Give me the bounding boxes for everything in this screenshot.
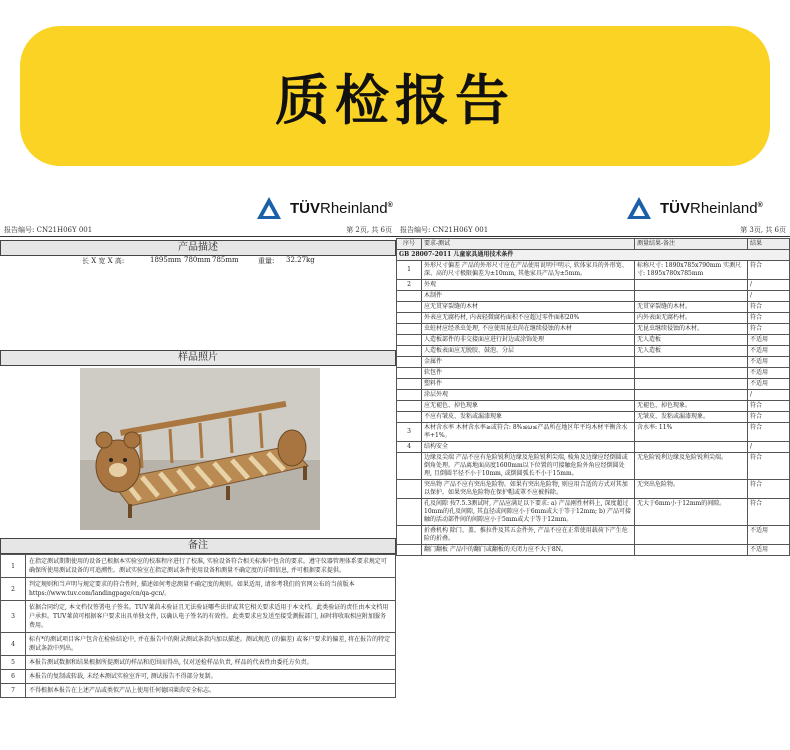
result-text (635, 280, 748, 291)
report-number: 报告编号: CN21H06Y 001 (4, 226, 93, 234)
banner-title: 质检报告 (275, 68, 515, 132)
verdict-text: / (748, 291, 790, 302)
result-row (397, 280, 790, 291)
requirement-text: 虫蛀材应经杀虫处理, 不应使用昆虫尚在继续侵蚀的木材 (422, 324, 635, 335)
verdict-text: 符合 (748, 499, 790, 526)
row-number (397, 346, 422, 357)
row-number (397, 412, 422, 423)
result-text: 无人造板 (635, 346, 748, 357)
col-result: 测量结果-备注 (635, 239, 748, 250)
logo-mark: ® (387, 201, 393, 209)
result-row (397, 390, 790, 401)
standard-title: GB 28007-2011 儿童家具通用技术条件 (397, 250, 790, 261)
row-number: 1 (397, 261, 422, 280)
result-text: 无危险锐利边缘及危险锐利尖端。 (635, 453, 748, 480)
requirement-text: 不应有皱皮、发粘或漏漆现象 (422, 412, 635, 423)
result-text (635, 379, 748, 390)
remark-row (1, 684, 396, 698)
verdict-text: 不适用 (748, 335, 790, 346)
result-text: 无昆虫继续侵蚀的木材。 (635, 324, 748, 335)
result-row (397, 423, 790, 442)
result-row (397, 324, 790, 335)
result-text: 无皱皮、发粘或漏漆现象。 (635, 412, 748, 423)
verdict-text: / (748, 280, 790, 291)
result-row (397, 346, 790, 357)
requirement-text: 金属件 (422, 357, 635, 368)
section-product-description: 产品描述 (0, 240, 396, 256)
remark-text: 依据合同约定, 本文档仅签署电子签名。TUV莱茵未验证且无法验证哪些法律或其它相关要求适用于本文档。此类验证的责任由本文档用户承担。TUV莱茵可根据客户要求出具单独文件, 以确认电子签名的有效性。此类要求应发送至接受测报部门, 届时将收取相应附加服务费用。 (26, 601, 396, 633)
requirement-text: 外观 (422, 280, 635, 291)
verdict-text: 不适用 (748, 357, 790, 368)
result-row (397, 291, 790, 302)
dim-width: 780mm (184, 256, 211, 264)
result-text: 内外表面无腐朽材。 (635, 313, 748, 324)
verdict-text: 符合 (748, 324, 790, 335)
report-number: 报告编号: CN21H06Y 001 (400, 226, 489, 234)
section-remarks: 备注 (0, 538, 396, 554)
col-no: 序号 (397, 239, 422, 250)
result-text (635, 368, 748, 379)
dims-label: 长 X 宽 X 高: (82, 257, 125, 265)
remark-number: 6 (1, 670, 26, 684)
row-number (397, 545, 422, 556)
row-number: 4 (397, 442, 422, 453)
section-sample-photo: 样品照片 (0, 350, 396, 366)
row-number: 3 (397, 423, 422, 442)
requirement-text: 软包件 (422, 368, 635, 379)
requirement-text: 折叠机构 除门、盖、推拉件及其五金件外, 产品不应在正常使用载荷下产生危险的折叠。 (422, 526, 635, 545)
logo-brand-bold: TÜV (290, 199, 320, 217)
row-number (397, 379, 422, 390)
result-text: 无贯穿裂缝的木材。 (635, 302, 748, 313)
remark-number: 1 (1, 555, 26, 578)
result-text (635, 545, 748, 556)
verdict-text: 不适用 (748, 545, 790, 556)
remark-number: 3 (1, 601, 26, 633)
remark-text: 本报告的复制或转载, 未经本测试实验室许可, 测试报告不得部分复制。 (26, 670, 396, 684)
row-number (397, 390, 422, 401)
remark-number: 4 (1, 633, 26, 656)
remark-number: 2 (1, 578, 26, 601)
requirement-text: 孔及间隙 按7.5.3测试时, 产品应满足以下要求: a) 产品刚性材料上, 深度超过10mm的孔及间隙, 其直径或间隙应小于6mm或大于等于12mm; b) 产品可接触的活动部件间的间隙应小于5mm或大于等于12mm。 (422, 499, 635, 526)
row-number (397, 324, 422, 335)
logo-brand-rest: Rheinland (690, 199, 758, 217)
verdict-text: 符合 (748, 423, 790, 442)
remark-text: 标有*的测试项目客户包含在检验结论中, 并在报告中的附录测试条款内加以描述。测试规范 (的偏差) 或客户要求的偏差, 将在报告的特定测试条款中列出。 (26, 633, 396, 656)
row-number (397, 453, 422, 480)
requirement-text: 翻门翻板 产品中的翻门或翻板的关闭力应不大于8N。 (422, 545, 635, 556)
result-text: 无突出危险物。 (635, 480, 748, 499)
remark-row (1, 670, 396, 684)
remark-number: 7 (1, 684, 26, 698)
page-number: 第 3页, 共 6页 (740, 226, 786, 234)
requirement-text: 应无褪色、掉色现象 (422, 401, 635, 412)
verdict-text: 符合 (748, 401, 790, 412)
requirement-text: 木材含水率 木材含水率≥或符合: 8%≤ω≤产品所在地区年平均木材平衡含水率+1%。 (422, 423, 635, 442)
col-requirement: 要求-测试 (422, 239, 635, 250)
result-row (397, 526, 790, 545)
requirement-text: 结构安全 (422, 442, 635, 453)
report-page-3 (396, 188, 790, 750)
result-row (397, 499, 790, 526)
remark-row (1, 633, 396, 656)
verdict-text: 符合 (748, 261, 790, 280)
wooden-bed-image (80, 368, 320, 530)
verdict-text: 符合 (748, 480, 790, 499)
tuv-logo (256, 196, 393, 220)
tuv-logo (626, 196, 763, 220)
tuv-triangle-icon (256, 196, 282, 220)
row-number (397, 291, 422, 302)
sample-photo (80, 368, 320, 530)
row-number (397, 499, 422, 526)
remark-row (1, 578, 396, 601)
result-row (397, 480, 790, 499)
requirement-text: 突出物 产品不应有突出危险物。如果有突出危险物, 则应用合适的方式对其加以保护。如果突出危险物在保护帽或罩不应被拆除。 (422, 480, 635, 499)
result-text (635, 291, 748, 302)
title-banner (20, 26, 770, 166)
weight-value: 32.27kg (286, 256, 315, 264)
requirement-text: 塑料件 (422, 379, 635, 390)
page-number: 第 2页, 共 6页 (346, 226, 392, 234)
result-row (397, 335, 790, 346)
row-number (397, 526, 422, 545)
verdict-text: 符合 (748, 302, 790, 313)
result-text: 标称尺寸: 1890x785x790mm 实测尺寸: 1895x780x785mm (635, 261, 748, 280)
result-row (397, 261, 790, 280)
result-text (635, 526, 748, 545)
requirement-text: 应无贯穿裂缝的木材 (422, 302, 635, 313)
verdict-text: / (748, 442, 790, 453)
result-row (397, 401, 790, 412)
report-page-2 (0, 188, 396, 750)
remarks-table (0, 554, 396, 698)
verdict-text: 不适用 (748, 346, 790, 357)
result-text: 无大于6mm小于12mm的间隙。 (635, 499, 748, 526)
remark-text: 判定规则和当声明与规定要求的符合性时, 描述如何考虑测量不确定度的规则。如果适用, 请参考我们的官网公布的当前版本 https://www.tuv.com/landingpage/cn/qa-gcn/。 (26, 578, 396, 601)
result-row (397, 313, 790, 324)
row-number (397, 368, 422, 379)
remark-row (1, 555, 396, 578)
remark-text: 不得根据本报告在上述产品或类似产品上使用任何德国莱茵安全标志。 (26, 684, 396, 698)
weight-label: 重量: (258, 257, 275, 265)
dim-length: 1895mm (150, 256, 182, 264)
result-text (635, 357, 748, 368)
result-row (397, 412, 790, 423)
remark-number: 5 (1, 656, 26, 670)
requirement-text: 木制件 (422, 291, 635, 302)
requirement-text: 外表应无腐朽材, 内表轻微腐朽面积不应超过零件面积20% (422, 313, 635, 324)
result-row (397, 357, 790, 368)
remark-row (1, 601, 396, 633)
row-number (397, 335, 422, 346)
result-row (397, 442, 790, 453)
row-number: 2 (397, 280, 422, 291)
result-text: 含水率: 11% (635, 423, 748, 442)
row-number (397, 480, 422, 499)
requirement-text: 涂层外观 (422, 390, 635, 401)
remark-row (1, 656, 396, 670)
verdict-text: 符合 (748, 412, 790, 423)
table-header-row (397, 239, 790, 250)
result-row (397, 453, 790, 480)
result-text (635, 390, 748, 401)
page-header (396, 222, 790, 237)
verdict-text: 不适用 (748, 526, 790, 545)
col-verdict: 结果 (748, 239, 790, 250)
verdict-text: 符合 (748, 453, 790, 480)
remark-text: 在指定测试期期使用的设备已根据本实验室的校准程序进行了校准, 实验设备符合相关标准中包含的要求。遵守仪器管理体系要求规定可确保所使用测试设备的可追溯性。测试实验室在指定测试条件使用设备和测量不确定度的详细信息, 并可根据要求提供。 (26, 555, 396, 578)
result-row (397, 379, 790, 390)
result-text: 无褪色、掉色现象。 (635, 401, 748, 412)
requirement-text: 人造板表面应无脱胶、鼓泡、分层 (422, 346, 635, 357)
verdict-text: 符合 (748, 313, 790, 324)
row-number (397, 401, 422, 412)
requirement-text: 边缘及尖端 产品不应有危险锐利边缘及危险锐利尖端, 棱角及边缘应经倒圆或倒角处理。产品离地面高度1600mm以下位置的可接触危险外角应经倒圆处理, 且倒圆半径不小于10mm, 或倒圆弧长不小于15mm。 (422, 453, 635, 480)
test-results-table (396, 238, 790, 556)
verdict-text: 不适用 (748, 379, 790, 390)
result-text: 无人造板 (635, 335, 748, 346)
verdict-text: / (748, 390, 790, 401)
result-row (397, 545, 790, 556)
row-number (397, 313, 422, 324)
remark-text: 本报告测试数据和结果根据所提测试的样品和范围而得出, 仅对送检样品负责, 样品的代表性由委托方负责。 (26, 656, 396, 670)
page-header (0, 222, 396, 237)
result-text (635, 442, 748, 453)
tuv-triangle-icon (626, 196, 652, 220)
dim-height: 785mm (212, 256, 239, 264)
logo-brand-rest: Rheinland (320, 199, 388, 217)
logo-brand-bold: TÜV (660, 199, 690, 217)
logo-mark: ® (757, 201, 763, 209)
result-row (397, 302, 790, 313)
row-number (397, 302, 422, 313)
requirement-text: 人造板部件的非交接面应进行封边或涂饰处理 (422, 335, 635, 346)
result-row (397, 368, 790, 379)
verdict-text: 不适用 (748, 368, 790, 379)
requirement-text: 外形尺寸偏差 产品的外形尺寸应在产品使用说明中明示, 软体家具的外形宽、深、高的尺寸极限偏差为±10mm, 其他家具产品为±5mm。 (422, 261, 635, 280)
row-number (397, 357, 422, 368)
